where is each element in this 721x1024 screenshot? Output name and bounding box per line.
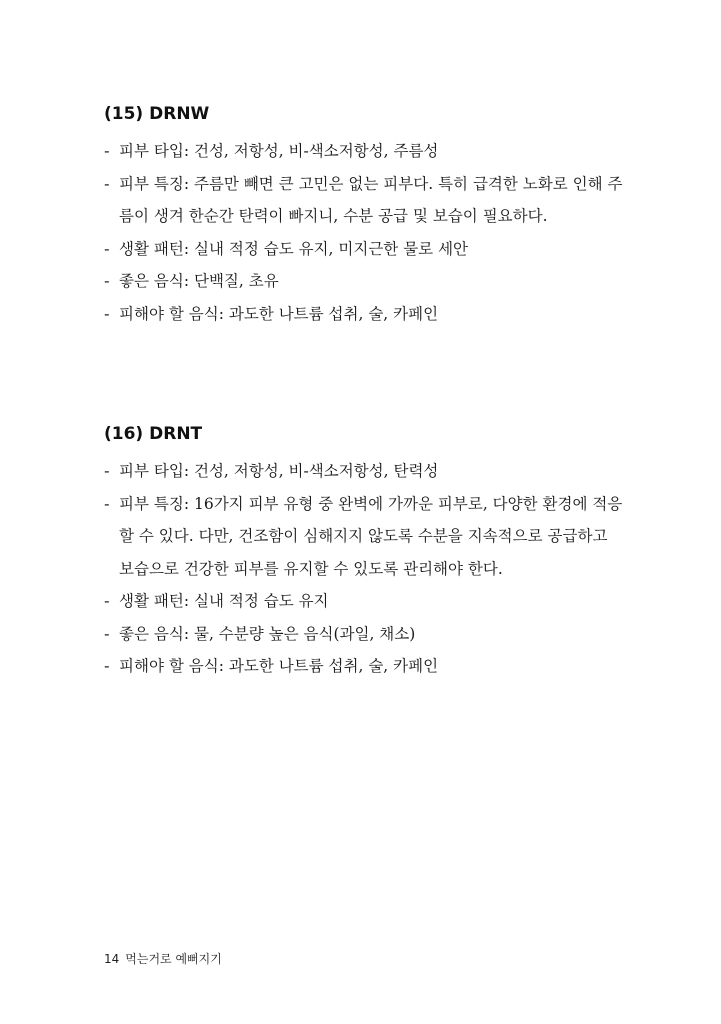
item-text: 좋은 음식: 단백질, 초유	[119, 272, 279, 290]
item-text: 피부 타입: 건성, 저항성, 비-색소저항성, 주름성	[119, 142, 439, 160]
item-list	[104, 455, 624, 683]
list-item-good-food: - 좋은 음식: 단백질, 초유	[104, 272, 279, 290]
item-text: 피부 특징: 주름만 빼면 큰 고민은 없는 피부다. 특히 급격한 노화로 인해 주름이 생겨 한순간 탄력이 빠지니, 수분 공급 및 보습이 필요하다.	[119, 174, 623, 225]
item-list	[104, 135, 624, 330]
section-heading: (16) DRNT	[104, 424, 203, 444]
list-item-avoid-food: - 피해야 할 음식: 과도한 나트륨 섭취, 술, 카페인	[104, 304, 439, 323]
list-item-avoid-food: - 피해야 할 음식: 과도한 나트륨 섭취, 술, 카페인	[104, 657, 439, 675]
list-item-good-food: - 좋은 음식: 물, 수분량 높은 음식(과일, 채소)	[104, 624, 416, 643]
item-text: 피부 특징: 16가지 피부 유형 중 완벽에 가까운 피부로, 다양한 환경에 적응할 수 있다. 다만, 건조함이 심해지지 않도록 수분을 지속적으로 공급하고 보습으로 건강한 피부를 유지할 수 있도록 관리해야 한다.	[119, 494, 623, 578]
section-drnw	[104, 102, 624, 330]
item-text: 피해야 할 음식: 과도한 나트륨 섭취, 술, 카페인	[119, 304, 439, 323]
item-text: 생활 패턴: 실내 적정 습도 유지	[119, 592, 329, 610]
section-drnt	[104, 422, 624, 683]
list-item-life-pattern: - 생활 패턴: 실내 적정 습도 유지	[104, 592, 329, 610]
item-text: 생활 패턴: 실내 적정 습도 유지, 미지근한 물로 세안	[119, 239, 469, 258]
section-heading: (15) DRNW	[104, 104, 210, 124]
list-item-skin-features: - 피부 특징: 주름만 빼면 큰 고민은 없는 피부다. 특히 급격한 노화로 인해 주름이 생겨 한순간 탄력이 빠지니, 수분 공급 및 보습이 필요하다.	[104, 174, 623, 225]
item-text: 피해야 할 음식: 과도한 나트륨 섭취, 술, 카페인	[119, 657, 439, 675]
item-text: 좋은 음식: 물, 수분량 높은 음식(과일, 채소)	[119, 624, 416, 643]
list-item-life-pattern: - 생활 패턴: 실내 적정 습도 유지, 미지근한 물로 세안	[104, 239, 469, 258]
page-number: 14	[104, 952, 120, 966]
list-item-skin-type: - 피부 타입: 건성, 저항성, 비-색소저항성, 주름성	[104, 142, 439, 160]
page-footer	[104, 950, 222, 967]
list-item-skin-type: - 피부 타입: 건성, 저항성, 비-색소저항성, 탄력성	[104, 462, 439, 480]
item-text: 피부 타입: 건성, 저항성, 비-색소저항성, 탄력성	[119, 462, 439, 480]
book-title: 먹는거로 예뻐지기	[125, 952, 222, 966]
list-item-skin-features: - 피부 특징: 16가지 피부 유형 중 완벽에 가까운 피부로, 다양한 환경에 적응할 수 있다. 다만, 건조함이 심해지지 않도록 수분을 지속적으로 공급하고 보습으로 건강한 피부를 유지할 수 있도록 관리해야 한다.	[104, 494, 623, 578]
